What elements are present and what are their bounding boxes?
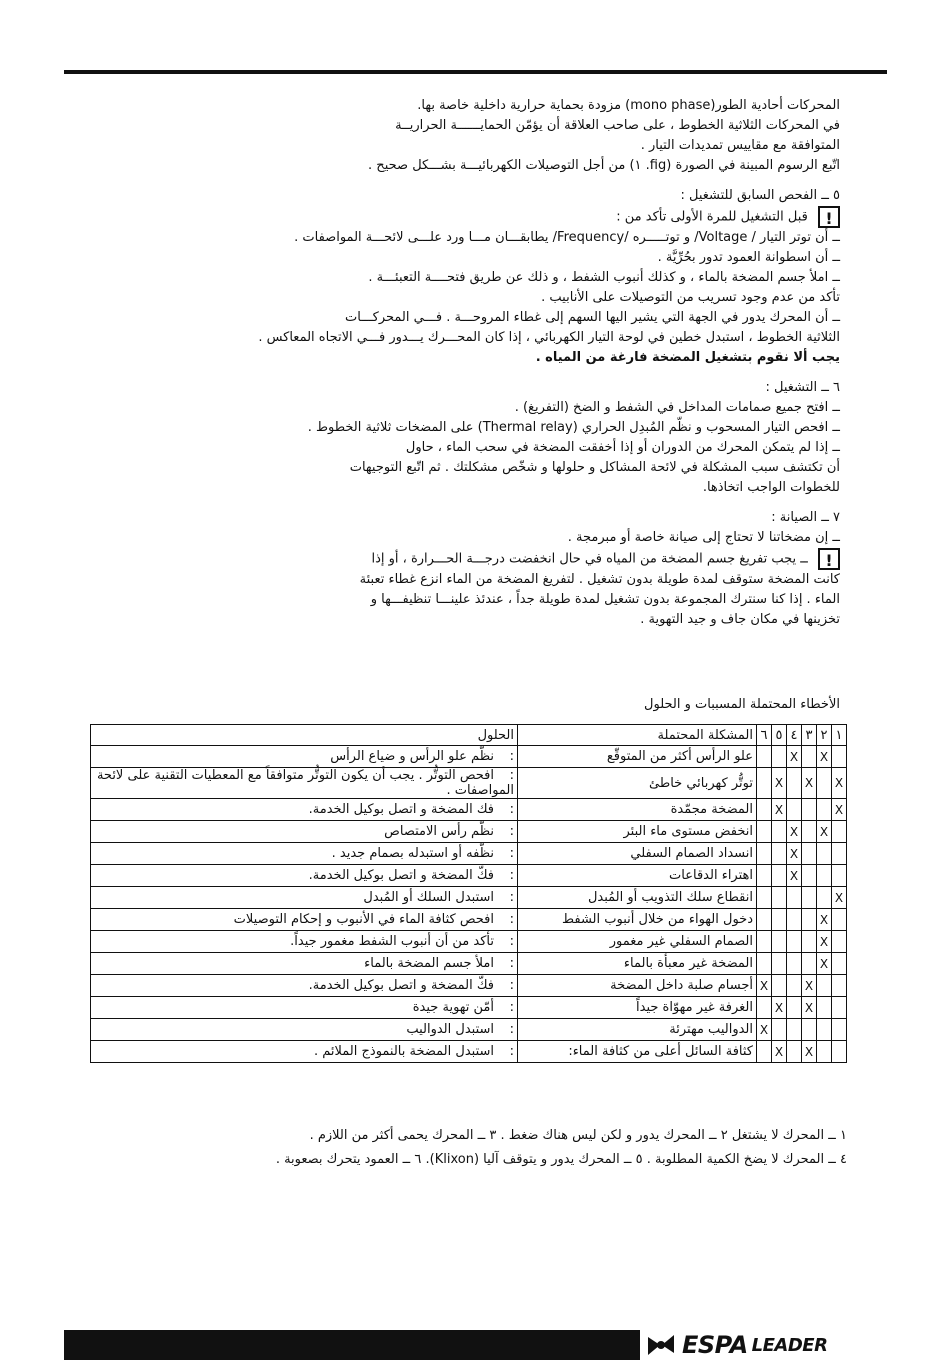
solution-text: أمّن تهوية جيدة bbox=[412, 1000, 494, 1015]
mark-cell bbox=[817, 1019, 832, 1041]
solution-cell bbox=[91, 887, 518, 909]
mark-cell: X bbox=[817, 909, 832, 931]
mark-cell bbox=[832, 746, 847, 768]
problem-text: انسداد الصمام السفلي bbox=[630, 846, 753, 861]
mark-cell bbox=[772, 843, 787, 865]
mark-cell: X bbox=[832, 887, 847, 909]
table-title: الأخطاء المحتملة المسببات و الحلول bbox=[644, 697, 840, 712]
colon-separator: : bbox=[509, 1022, 514, 1037]
colon-separator: : bbox=[509, 978, 514, 993]
colon-separator: : bbox=[509, 956, 514, 971]
header-num: ٦ bbox=[757, 725, 772, 746]
mark-cell: X bbox=[772, 799, 787, 821]
mark-cell: X bbox=[817, 931, 832, 953]
mark-cell bbox=[832, 931, 847, 953]
mark-cell bbox=[832, 997, 847, 1019]
warning-icon: ! bbox=[818, 206, 840, 228]
mark-cell: X bbox=[817, 746, 832, 768]
mark-cell bbox=[772, 821, 787, 843]
legend-line-2: ٤ ــ المحرك لا يضخ الكمية المطلوبة . ٥ ــ المحرك يدور و يتوقف آليا (Klixon). ٦ ــ العمود يتحرك بصعوبة . bbox=[275, 1152, 847, 1167]
mark-cell bbox=[757, 909, 772, 931]
solution-text: استبدل السلك أو المُبدل bbox=[363, 890, 494, 905]
mark-cell bbox=[757, 843, 772, 865]
mark-cell: X bbox=[802, 997, 817, 1019]
colon-separator: : bbox=[509, 868, 514, 883]
problem-text: المضخة مجمّدة bbox=[670, 802, 753, 817]
section-7-item: الماء . إذا كنا سنترك المجموعة بدون تشغيل لمدة طويلة جداً ، عندئذ علينـــا تنظيفـــها و bbox=[370, 592, 840, 607]
solution-cell bbox=[91, 909, 518, 931]
solution-text: افحص التوتُّر . يجب أن يكون التوتُّر متوافقاً مع المعطيات التقنية على لائحة المواصفات . bbox=[96, 768, 514, 798]
mark-cell bbox=[817, 1041, 832, 1063]
mark-cell bbox=[757, 887, 772, 909]
section-5-item: تأكد من عدم وجود تسريب من التوصيلات على الأنابيب . bbox=[541, 290, 840, 305]
solution-cell bbox=[91, 799, 518, 821]
mark-cell: X bbox=[787, 746, 802, 768]
mark-cell bbox=[757, 746, 772, 768]
mark-cell: X bbox=[802, 975, 817, 997]
warning-icon: ! bbox=[818, 548, 840, 570]
section-6-item: أن تكتشف سبب المشكلة في لائحة المشاكل و حلولها و شخّص مشكلتك . ثم اتّبع التوجيهات bbox=[349, 460, 840, 475]
header-num: ٣ bbox=[802, 725, 817, 746]
solution-cell bbox=[91, 821, 518, 843]
problem-cell bbox=[518, 799, 757, 821]
problem-cell bbox=[518, 909, 757, 931]
mark-cell bbox=[787, 1041, 802, 1063]
mark-cell bbox=[772, 975, 787, 997]
solution-text: املأ جسم المضخة بالماء bbox=[364, 956, 494, 971]
table-header-row bbox=[91, 725, 847, 746]
mark-cell: X bbox=[787, 843, 802, 865]
mark-cell bbox=[757, 931, 772, 953]
section-6-item: ــ افتح جميع صمامات المداخل في الشفط و الضخ (التفريغ) . bbox=[514, 400, 840, 415]
mark-cell bbox=[787, 909, 802, 931]
mark-cell: X bbox=[817, 821, 832, 843]
section-5-item: ــ أن اسطوانة العمود تدور بحُرِّيَّة . bbox=[657, 250, 840, 265]
table-row bbox=[91, 887, 847, 909]
problem-text: كثافة السائل أعلى من كثافة الماء: bbox=[568, 1044, 753, 1059]
brand-sub: LEADER bbox=[751, 1334, 828, 1356]
mark-cell: X bbox=[802, 768, 817, 799]
mark-cell bbox=[817, 997, 832, 1019]
table-row bbox=[91, 975, 847, 997]
top-rule bbox=[64, 70, 887, 74]
mark-cell bbox=[772, 909, 787, 931]
solution-cell bbox=[91, 931, 518, 953]
mark-cell bbox=[757, 799, 772, 821]
solution-cell bbox=[91, 1019, 518, 1041]
manual-text bbox=[90, 96, 840, 630]
problem-text: المضخة غير معبأة بالماء bbox=[623, 956, 753, 971]
intro-line-1: المحركات أحادية الطور(mono phase) مزودة بحماية حرارية داخلية خاصة بها. bbox=[417, 98, 840, 113]
mark-cell bbox=[802, 746, 817, 768]
header-solution: الحلول bbox=[91, 725, 518, 746]
section-6-item: للخطوات الواجب اتخاذها. bbox=[702, 480, 840, 495]
table-row bbox=[91, 1019, 847, 1041]
mark-cell bbox=[802, 799, 817, 821]
mark-cell bbox=[817, 887, 832, 909]
mark-cell bbox=[787, 799, 802, 821]
legend-line-1: ١ ــ المحرك لا يشتغل ٢ ــ المحرك يدور و لكن ليس هناك ضغط . ٣ ــ المحرك يحمى أكثر من اللازم . bbox=[309, 1128, 847, 1143]
solution-cell bbox=[91, 997, 518, 1019]
solution-text: استبدل الدواليب bbox=[406, 1022, 494, 1037]
problem-cell bbox=[518, 865, 757, 887]
mark-cell bbox=[757, 768, 772, 799]
mark-cell bbox=[787, 887, 802, 909]
solution-text: نظّم علو الرأس و ضياع الرأس bbox=[330, 749, 494, 764]
section-5-item: الثلاثية الخطوط ، استبدل خطين في لوحة التيار الكهربائي ، إذا كان المحـــرك يـــدور فـــي الاتجاه المعاكس . bbox=[258, 330, 840, 345]
troubleshooting-table bbox=[90, 724, 847, 1063]
brand-name: ESPA bbox=[682, 1331, 748, 1359]
solution-cell bbox=[91, 843, 518, 865]
section-7-item: ــ إن مضخاتنا لا تحتاج إلى صيانة خاصة أو مبرمجة . bbox=[567, 530, 840, 545]
mark-cell bbox=[832, 1041, 847, 1063]
mark-cell: X bbox=[787, 821, 802, 843]
mark-cell bbox=[757, 1041, 772, 1063]
problem-cell bbox=[518, 931, 757, 953]
problem-cell bbox=[518, 843, 757, 865]
section-6-item: ــ افحص التيار المسحوب و نظّم المُبدِل الحراري (Thermal relay) على المضخات ثلاثية الخطوط . bbox=[307, 420, 840, 435]
problem-text: الغرفة غير مهوّاة جيداً bbox=[636, 1000, 753, 1015]
mark-cell bbox=[802, 909, 817, 931]
mark-cell bbox=[802, 953, 817, 975]
section-7-item: ــ يجب تفريغ جسم المضخة من المياه في حال انخفضت درجـــة الحـــرارة ، أو إذا bbox=[371, 551, 808, 567]
colon-separator: : bbox=[509, 768, 514, 783]
problem-cell bbox=[518, 975, 757, 997]
mark-cell bbox=[802, 865, 817, 887]
mark-cell bbox=[832, 975, 847, 997]
mark-cell bbox=[832, 953, 847, 975]
problem-cell bbox=[518, 746, 757, 768]
problem-text: الدواليب مهترئة bbox=[669, 1022, 753, 1037]
intro-line-2: في المحركات الثلاثية الخطوط ، على صاحب العلاقة أن يؤمّن الحمايــــــة الحراريــة bbox=[395, 118, 840, 133]
section-7-item: تخزينها في مكان جاف و جيد التهوية . bbox=[640, 612, 840, 627]
intro-line-3: المتوافقة مع مقاييس تمديدات التيار . bbox=[640, 138, 840, 153]
header-problem: المشكلة المحتملة bbox=[518, 725, 757, 746]
brand-logo bbox=[640, 1330, 887, 1360]
section-7-heading: ٧ ــ الصيانة : bbox=[771, 510, 840, 525]
solution-cell bbox=[91, 975, 518, 997]
table-row bbox=[91, 821, 847, 843]
problem-cell bbox=[518, 953, 757, 975]
problem-text: انقطاع سلك التذويب أو المُبدل bbox=[587, 890, 753, 905]
mark-cell bbox=[832, 821, 847, 843]
mark-cell bbox=[817, 768, 832, 799]
problem-text: توتُّر كهربائي خاطئ bbox=[649, 775, 753, 791]
solution-text: نظّفه أو استبدله بصمام جديد . bbox=[331, 846, 494, 861]
table-row bbox=[91, 909, 847, 931]
mark-cell bbox=[817, 799, 832, 821]
solution-text: فكّ المضخة و اتصل بوكيل الخدمة. bbox=[308, 978, 494, 993]
mark-cell bbox=[772, 931, 787, 953]
mark-cell bbox=[787, 975, 802, 997]
section-5-item: ــ املأ جسم المضخة بالماء ، و كذلك أنبوب الشفط ، و ذلك عن طريق فتحــــة التعبئـــة . bbox=[368, 270, 840, 285]
problem-cell bbox=[518, 1019, 757, 1041]
solution-cell bbox=[91, 746, 518, 768]
mark-cell: X bbox=[772, 768, 787, 799]
section-5-heading: ٥ ــ الفحص السابق للتشغيل : bbox=[680, 188, 840, 203]
mark-cell: X bbox=[787, 865, 802, 887]
table-row bbox=[91, 768, 847, 799]
problem-cell bbox=[518, 1041, 757, 1063]
table-row bbox=[91, 997, 847, 1019]
problem-text: انخفض مستوى ماء البئر bbox=[623, 824, 753, 839]
mark-cell bbox=[757, 821, 772, 843]
solution-text: تأكد من أن أنبوب الشفط مغمور جيداً. bbox=[290, 934, 494, 949]
colon-separator: : bbox=[509, 912, 514, 927]
mark-cell: X bbox=[832, 799, 847, 821]
table-row bbox=[91, 746, 847, 768]
mark-cell bbox=[757, 865, 772, 887]
mark-cell: X bbox=[757, 1019, 772, 1041]
mark-cell bbox=[787, 997, 802, 1019]
mark-cell bbox=[787, 953, 802, 975]
mark-cell bbox=[772, 746, 787, 768]
mark-cell bbox=[757, 953, 772, 975]
mark-cell: X bbox=[817, 953, 832, 975]
mark-cell bbox=[787, 1019, 802, 1041]
mark-cell bbox=[802, 931, 817, 953]
section-7-warning bbox=[90, 548, 840, 570]
mark-cell bbox=[832, 1019, 847, 1041]
mark-cell bbox=[832, 865, 847, 887]
colon-separator: : bbox=[509, 890, 514, 905]
section-6-heading: ٦ ــ التشغيل : bbox=[765, 380, 840, 395]
mark-cell: X bbox=[802, 1041, 817, 1063]
mark-cell bbox=[817, 843, 832, 865]
espa-mark-icon bbox=[644, 1331, 678, 1359]
solution-text: افحص كثافة الماء في الأنبوب و إحكام التوصيلات bbox=[233, 912, 494, 927]
mark-cell bbox=[802, 843, 817, 865]
mark-cell bbox=[802, 887, 817, 909]
legend bbox=[90, 1124, 847, 1172]
header-num: ٥ bbox=[772, 725, 787, 746]
table-row bbox=[91, 953, 847, 975]
warning-lead: قبل التشغيل للمرة الأولى تأكد من : bbox=[616, 209, 808, 225]
mark-cell bbox=[787, 931, 802, 953]
colon-separator: : bbox=[509, 846, 514, 861]
colon-separator: : bbox=[509, 802, 514, 817]
table-row bbox=[91, 799, 847, 821]
mark-cell: X bbox=[832, 768, 847, 799]
colon-separator: : bbox=[509, 824, 514, 839]
mark-cell bbox=[802, 821, 817, 843]
colon-separator: : bbox=[509, 1044, 514, 1059]
solution-cell bbox=[91, 768, 518, 799]
mark-cell: X bbox=[757, 975, 772, 997]
problem-text: علو الرأس أكثر من المتوقّع bbox=[606, 749, 753, 764]
problem-cell bbox=[518, 768, 757, 799]
section-5-warning bbox=[90, 206, 840, 228]
problem-text: دخول الهواء من خلال أنبوب الشفط bbox=[562, 912, 753, 927]
section-5-item: ــ أن المحرك يدور في الجهة التي يشير اليها السهم إلى غطاء المروحـــة . فـــي المحركـــات bbox=[345, 310, 840, 325]
table-row bbox=[91, 843, 847, 865]
problem-text: الصمام السفلي غير مغمور bbox=[609, 934, 753, 949]
problem-text: اهتراء الدقاعات bbox=[669, 868, 753, 883]
section-7-item: كانت المضخة ستوقف لمدة طويلة بدون تشغيل . لتفريغ المضخة من الماء انزع غطاء تعبئة bbox=[359, 572, 840, 587]
mark-cell bbox=[787, 768, 802, 799]
solution-text: نظّم رأس الامتصاص bbox=[384, 824, 494, 839]
colon-separator: : bbox=[509, 934, 514, 949]
colon-separator: : bbox=[509, 749, 514, 764]
bold-note: يجب ألا نقوم بتشغيل المضخة فارغة من المياه . bbox=[535, 350, 840, 365]
problem-cell bbox=[518, 821, 757, 843]
mark-cell bbox=[772, 1019, 787, 1041]
header-num: ١ bbox=[832, 725, 847, 746]
table-row bbox=[91, 931, 847, 953]
mark-cell bbox=[772, 953, 787, 975]
problem-cell bbox=[518, 887, 757, 909]
colon-separator: : bbox=[509, 1000, 514, 1015]
mark-cell bbox=[832, 909, 847, 931]
solution-cell bbox=[91, 1041, 518, 1063]
mark-cell bbox=[817, 865, 832, 887]
mark-cell bbox=[772, 865, 787, 887]
intro-line-4: اتّبع الرسوم المبينة في الصورة (fig. ١) من أجل التوصيلات الكهربائيـــة بشـــكل صحيح . bbox=[368, 158, 840, 173]
problem-text: أجسام صلبة داخل المضخة bbox=[610, 978, 753, 993]
solution-text: استبدل المضخة بالنموذج الملائم . bbox=[314, 1044, 494, 1059]
solution-text: فك المضخة و اتصل بوكيل الخدمة. bbox=[308, 802, 494, 817]
header-num: ٢ bbox=[817, 725, 832, 746]
mark-cell bbox=[832, 843, 847, 865]
mark-cell: X bbox=[772, 997, 787, 1019]
section-6-item: ــ إذا لم يتمكن المحرك من الدوران أو إذا أخفقت المضخة في سحب الماء ، حاول bbox=[405, 440, 840, 455]
section-5-item: ــ أن توتر التيار / Voltage/ و توتـــــره /Frequency/ يطابقـــان مـــا ورد علـــى لائحـــة المواصفات . bbox=[294, 230, 840, 245]
mark-cell bbox=[817, 975, 832, 997]
mark-cell bbox=[772, 887, 787, 909]
mark-cell bbox=[802, 1019, 817, 1041]
solution-cell bbox=[91, 865, 518, 887]
problem-cell bbox=[518, 997, 757, 1019]
mark-cell bbox=[757, 997, 772, 1019]
table-row bbox=[91, 865, 847, 887]
solution-text: فكّ المضخة و اتصل بوكيل الخدمة. bbox=[308, 868, 494, 883]
solution-cell bbox=[91, 953, 518, 975]
header-num: ٤ bbox=[787, 725, 802, 746]
table-row bbox=[91, 1041, 847, 1063]
mark-cell: X bbox=[772, 1041, 787, 1063]
